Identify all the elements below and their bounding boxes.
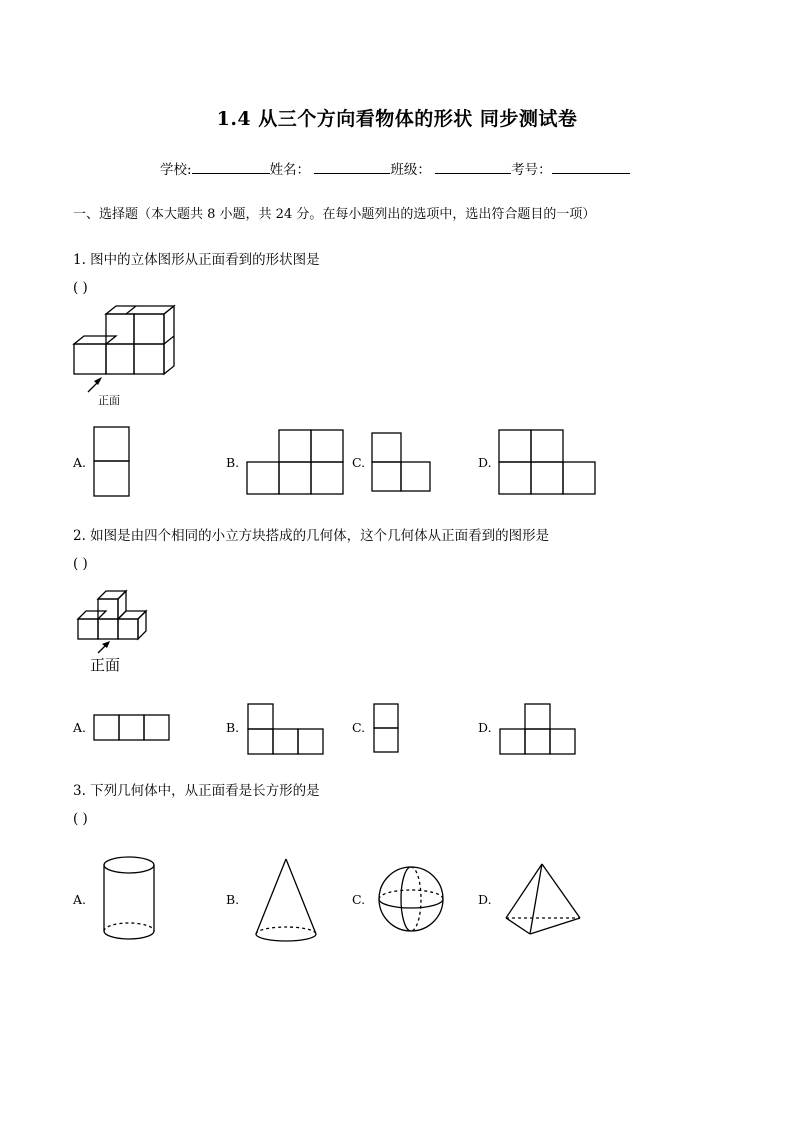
question-3-option-b-label[interactable]: B. bbox=[226, 892, 240, 907]
question-2-front-label: 正面 bbox=[90, 656, 121, 674]
question-2-option-c-label[interactable]: C. bbox=[352, 720, 366, 735]
question-2-solid-figure bbox=[76, 589, 152, 659]
question-1-option-a-label[interactable]: A. bbox=[73, 455, 87, 470]
question-1-option-b-label[interactable]: B. bbox=[226, 455, 240, 470]
cone-icon[interactable] bbox=[252, 856, 324, 946]
number-label: 考号： bbox=[511, 162, 552, 178]
front-arrow-icon bbox=[94, 377, 102, 385]
question-3-stem: 3. 下列几何体中，从正面看是长方形的是 bbox=[73, 783, 320, 799]
pyramid-icon[interactable] bbox=[500, 862, 584, 946]
page-title: 1.4 从三个方向看物体的形状 同步测试卷 bbox=[216, 108, 578, 130]
cylinder-icon[interactable] bbox=[100, 855, 160, 945]
question-2-option-c-figure[interactable] bbox=[373, 703, 401, 755]
school-blank[interactable] bbox=[192, 159, 270, 174]
question-1-option-d-label[interactable]: D. bbox=[478, 455, 492, 470]
question-2-option-a-label[interactable]: A. bbox=[73, 720, 87, 735]
question-3-option-a-label[interactable]: A. bbox=[73, 892, 87, 907]
name-blank[interactable] bbox=[314, 159, 390, 174]
question-1-option-b-figure[interactable] bbox=[246, 429, 346, 497]
question-3-option-d-label[interactable]: D. bbox=[478, 892, 492, 907]
question-2-option-b-figure[interactable] bbox=[247, 703, 327, 755]
number-blank[interactable] bbox=[552, 159, 630, 174]
question-1-answer-paren[interactable]: ( ) bbox=[73, 280, 88, 296]
question-2-option-a-figure[interactable] bbox=[93, 714, 173, 744]
question-3-answer-paren[interactable]: ( ) bbox=[73, 811, 88, 827]
question-2-option-d-figure[interactable] bbox=[499, 703, 579, 755]
class-label: 班级： bbox=[390, 162, 431, 178]
question-2-answer-paren[interactable]: ( ) bbox=[73, 556, 88, 572]
name-label: 姓名： bbox=[269, 162, 311, 178]
class-blank[interactable] bbox=[435, 159, 511, 174]
question-1-solid-figure bbox=[70, 304, 180, 408]
question-1-stem: 1. 图中的立体图形从正面看到的形状图是 bbox=[73, 252, 320, 268]
sphere-icon[interactable] bbox=[376, 864, 448, 936]
question-3-option-c-label[interactable]: C. bbox=[352, 892, 366, 907]
question-1-option-c-label[interactable]: C. bbox=[352, 455, 366, 470]
question-1-front-label: 正面 bbox=[98, 394, 120, 407]
school-label: 学校: bbox=[160, 162, 192, 178]
section-heading: 一、选择题（本大题共 8 小题，共 24 分。在每小题列出的选项中，选出符合题目的一项） bbox=[73, 207, 596, 222]
question-2-option-b-label[interactable]: B. bbox=[226, 720, 240, 735]
question-2-option-d-label[interactable]: D. bbox=[478, 720, 492, 735]
question-1-option-c-figure[interactable] bbox=[371, 432, 433, 494]
question-1-option-d-figure[interactable] bbox=[498, 429, 598, 497]
student-info-line bbox=[160, 158, 630, 178]
question-2-stem: 2. 如图是由四个相同的小立方块搭成的几何体，这个几何体从正面看到的图形是 bbox=[73, 528, 550, 544]
question-1-option-a-figure[interactable] bbox=[93, 426, 133, 498]
